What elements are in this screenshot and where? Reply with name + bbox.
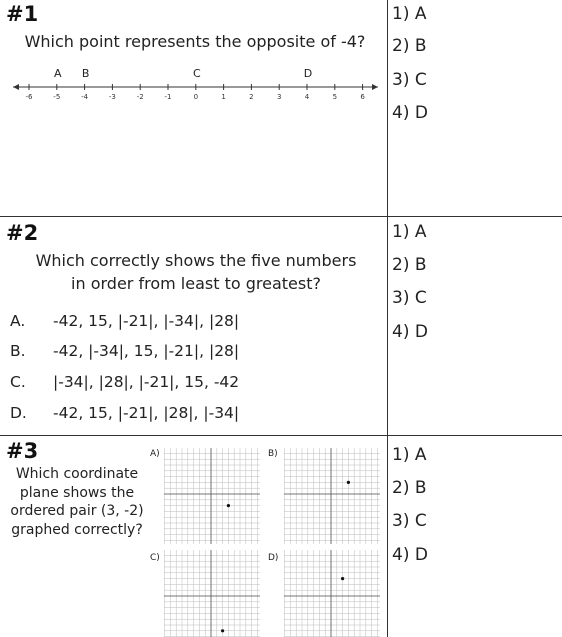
tick-label: -5 [53,93,61,101]
question-2-text-line-2: in order from least to greatest? [71,274,321,293]
plotted-point [341,577,344,580]
option-text: -42, 15, |-21|, |-34|, |28| [53,312,240,330]
question-3-number: #3 [6,439,39,463]
option-letter: D. [10,404,27,422]
q1-choice-1[interactable]: 1) A [392,4,427,24]
tick-label: -1 [164,93,172,101]
tick-label: 5 [332,93,338,101]
option-letter: A. [10,312,26,330]
q2-choice-3[interactable]: 3) C [392,288,427,308]
tick-label: 1 [221,93,226,101]
plotted-point [347,481,350,484]
q3-choice-4[interactable]: 4) D [392,545,428,565]
question-1-number: #1 [6,2,39,26]
coordinate-plane-c [164,550,260,637]
number-line [10,62,382,106]
question-2-number: #2 [6,221,39,245]
option-letter: B. [10,342,26,360]
q2-choice-4[interactable]: 4) D [392,322,428,342]
option-text: -42, 15, |-21|, |28|, |-34| [53,404,240,422]
right-arrow-icon [372,84,378,90]
q3-choice-1[interactable]: 1) A [392,445,427,465]
point-label-d: D [303,67,313,80]
q2-choice-2[interactable]: 2) B [392,255,427,275]
tick-label: -2 [136,93,144,101]
question-1-text: Which point represents the opposite of -4? [24,32,366,51]
plane-b-label: B) [268,449,278,459]
row-divider-1 [0,216,562,217]
tick-label: -4 [81,93,89,101]
question-2-text-line-1: Which correctly shows the five numbers [35,251,357,270]
point-label-c: C [192,67,201,80]
tick-label: 4 [304,93,310,101]
question-3-text-line-2: plane shows the [19,484,135,501]
column-divider [387,0,388,637]
left-arrow-icon [13,84,19,90]
q1-choice-4[interactable]: 4) D [392,103,428,123]
plane-d-label: D) [268,553,279,563]
q1-choice-3[interactable]: 3) C [392,70,427,90]
plane-a-label: A) [150,449,160,459]
tick-label: -3 [108,93,116,101]
plane-c-label: C) [150,553,160,563]
tick-label: 3 [276,93,282,101]
question-3-text-line-3: ordered pair (3, -2) [10,503,144,519]
option-text: -42, |-34|, 15, |-21|, |28| [53,342,240,360]
tick-label: -6 [25,93,33,101]
plotted-point [221,629,224,632]
q3-choice-2[interactable]: 2) B [392,478,427,498]
q3-choice-3[interactable]: 3) C [392,511,427,531]
question-3-text-line-4: graphed correctly? [11,521,143,538]
q1-choice-2[interactable]: 2) B [392,36,427,56]
q2-choice-1[interactable]: 1) A [392,222,427,242]
plotted-point [227,504,230,507]
tick-label: 2 [249,93,254,101]
option-text: |-34|, |28|, |-21|, 15, -42 [53,373,240,391]
row-divider-2 [0,435,562,436]
point-label-b: B [81,67,90,80]
point-label-a: A [54,67,62,80]
tick-label: 0 [193,93,199,101]
question-3-text-line-1: Which coordinate [15,466,139,482]
coordinate-plane-d [284,550,380,637]
tick-label: 6 [360,93,365,101]
coordinate-plane-b [284,448,380,544]
coordinate-plane-a [164,448,260,544]
option-letter: C. [10,373,26,391]
